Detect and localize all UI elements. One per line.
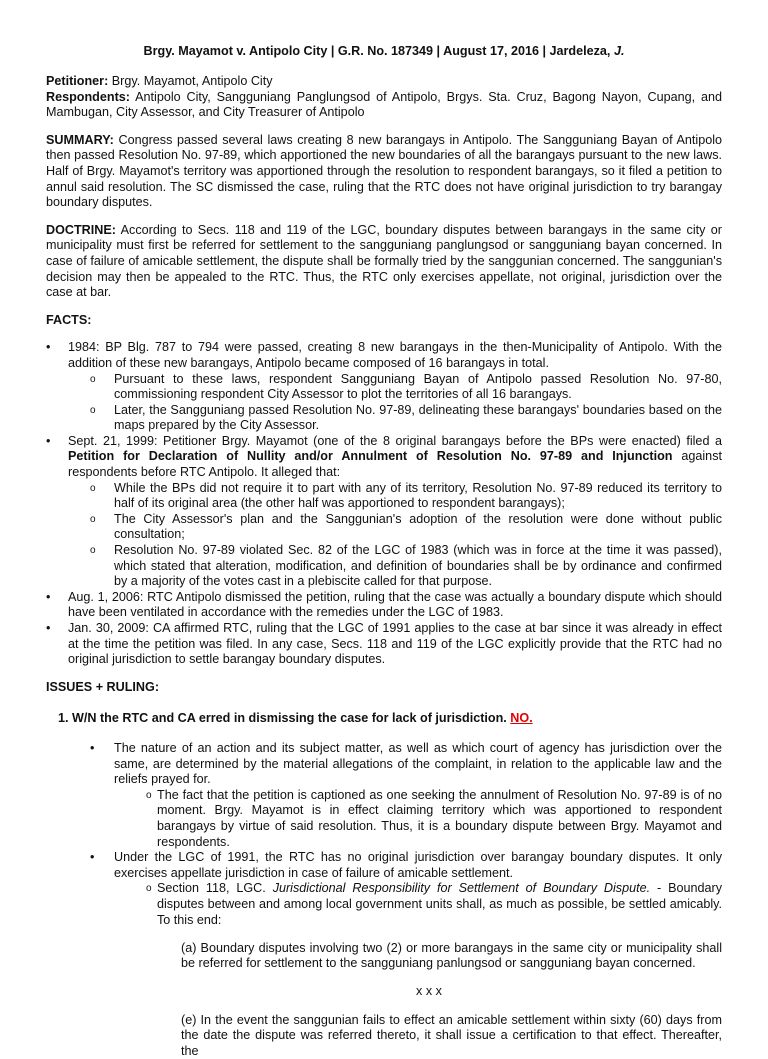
doctrine-paragraph (46, 223, 722, 301)
issue-1-question: 1. W/N the RTC and CA erred in dismissing the case for lack of jurisdiction. (58, 711, 507, 726)
quote-e: (e) In the event the sanggunian fails to effect an amicable settlement within sixty (60) days from the date the dispute was referred thereto, it shall issue a certification to that effect. Thereafter, the (181, 1012, 722, 1058)
summary-label: SUMMARY: (46, 132, 114, 147)
respondents-value: Antipolo City, Sangguniang Panglungsod of Antipolo, Brgys. Sta. Cruz, Bagong Nayon, Cupang, and Mambugan, City Assessor, and City Treasurer of Antipolo (46, 89, 722, 120)
petitioner-line (46, 74, 722, 90)
fact-2-pre: Sept. 21, 1999: Petitioner Brgy. Mayamot (one of the 8 original barangays before the BPs were enacted) filed a (68, 433, 722, 448)
fact-4: • Jan. 30, 2009: CA affirmed RTC, ruling that the LGC of 1991 applies to the case at bar since it was already in effect at the time the petition was filed. In any case, Secs. 118 and 119 of the LGC explicitly provide that the RTC had no original jurisdiction to settle barangay boundary disputes. (46, 621, 722, 668)
ruling-2-section-text: - Boundary disputes between and among local government units shall, as much as possible, be settled amicably. To this end: (157, 881, 723, 927)
facts-heading: FACTS: (46, 312, 92, 327)
ruling-2-section: Section 118, LGC. (157, 881, 266, 896)
respondents-label: Respondents: (46, 89, 130, 104)
fact-1: • 1984: BP Blg. 787 to 794 were passed, creating 8 new barangays in the then-Municipality of Antipolo. With the addition of these new barangays, Antipolo became composed of 16 barangays in total. (46, 340, 722, 371)
summary-text: Congress passed several laws creating 8 new barangays in Antipolo. The Sangguniang Bayan of Antipolo then passed Resolution No. 97-89, which apportioned the new boundaries of all the barangays pursuant to the new laws. Half of Brgy. Mayamot's territory was apportioned through the resolution to respondent barangays, so it filed a petition to annul said resolution. The SC dismissed the case, ruling that the RTC does not have original jurisdiction to try barangay boundary disputes. (46, 132, 723, 210)
fact-3: • Aug. 1, 2006: RTC Antipolo dismissed the petition, ruling that the case was actually a boundary dispute which should have been ventilated in accordance with the remedies under the LGC of 1983. (46, 590, 722, 621)
petitioner-label: Petitioner: (46, 74, 109, 88)
respondents-line (46, 90, 722, 121)
case-title (46, 44, 722, 58)
doctrine-text: According to Secs. 118 and 119 of the LGC, boundary disputes between barangays in the same city or municipality must first be referred for settlement to the sangguniang panglungsod or sangguniang bayan concerned. In case of failure of amicable settlement, the dispute shall be formally tried by the sanggunian concerned. The sanggunian's decision may then be appealed to the RTC. Thus, the RTC only exercises appellate, not original, jurisdiction over the case at bar. (46, 222, 722, 300)
fact-2-post: against respondents before RTC Antipolo. It alleged that: (68, 449, 722, 480)
ruling-2: • Under the LGC of 1991, the RTC has no original jurisdiction over barangay boundary disputes. It only exercises appellate jurisdiction in case of failure of amicable settlement. (46, 850, 722, 881)
ruling-list (46, 741, 722, 928)
ruling-1-sub-1: o The fact that the petition is captioned as one seeking the annulment of Resolution No. 97-89 is of no moment. Brgy. Mayamot is in effect claiming territory which was apportioned to respondent barangays by virtue of said resolution. Thus, it is a boundary dispute between Brgy. Mayamot and respondents. (46, 788, 722, 850)
fact-1-sub-2: o Later, the Sangguniang passed Resolution No. 97-89, delineating these barangays' boundaries based on the maps prepared by the City Assessor. (46, 403, 722, 434)
issue-1 (58, 711, 722, 727)
issue-1-answer: NO. (510, 711, 533, 726)
fact-1-sub-1: o Pursuant to these laws, respondent Sangguniang Bayan of Antipolo passed Resolution No. 97-80, commissioning respondent City Assessor to plot the territories of all 16 barangays. (46, 372, 722, 403)
case-title-justice: J. (613, 44, 625, 58)
ruling-1: • The nature of an action and its subject matter, as well as which court of agency has jurisdiction over the same, are determined by the material allegations of the complaint, in relation to the applicable law and the reliefs prayed for. (46, 741, 722, 788)
facts-list (46, 340, 722, 667)
issues-heading: ISSUES + RULING: (46, 679, 160, 694)
petitioner-value: Brgy. Mayamot, Antipolo City (111, 74, 273, 88)
quote-ellipsis: x x x (416, 984, 442, 999)
case-title-text: Brgy. Mayamot v. Antipolo City | G.R. No. 187349 | August 17, 2016 | Jardeleza, (143, 44, 611, 58)
fact-2-petition-title: Petition for Declaration of Nullity and/or Annulment of Resolution No. 97-89 and Injunction (68, 449, 673, 464)
doctrine-label: DOCTRINE: (46, 222, 116, 237)
fact-2 (46, 434, 722, 481)
fact-2-sub-2: o The City Assessor's plan and the Sanggunian's adoption of the resolution were done without public consultation; (46, 512, 722, 543)
fact-2-sub-3: o Resolution No. 97-89 violated Sec. 82 of the LGC of 1983 (which was in force at the time it was passed), which stated that alteration, modification, and definition of boundaries shall be by ordinance and confirmed by a majority of the votes cast in a plebiscite called for that purpose. (46, 543, 722, 590)
quote-a: (a) Boundary disputes involving two (2) or more barangays in the same city or municipality shall be referred for settlement to the sangguniang panlungsod or sangguniang bayan concerned. (181, 940, 722, 971)
ruling-2-sub-1 (46, 881, 722, 928)
fact-2-sub-1: o While the BPs did not require it to part with any of its territory, Resolution No. 97-89 reduced its territory to half of its original area (the other half was apportioned to respondent barangays); (46, 481, 722, 512)
ruling-2-section-title: Jurisdictional Responsibility for Settlement of Boundary Dispute. (272, 881, 651, 896)
summary-paragraph (46, 133, 722, 211)
